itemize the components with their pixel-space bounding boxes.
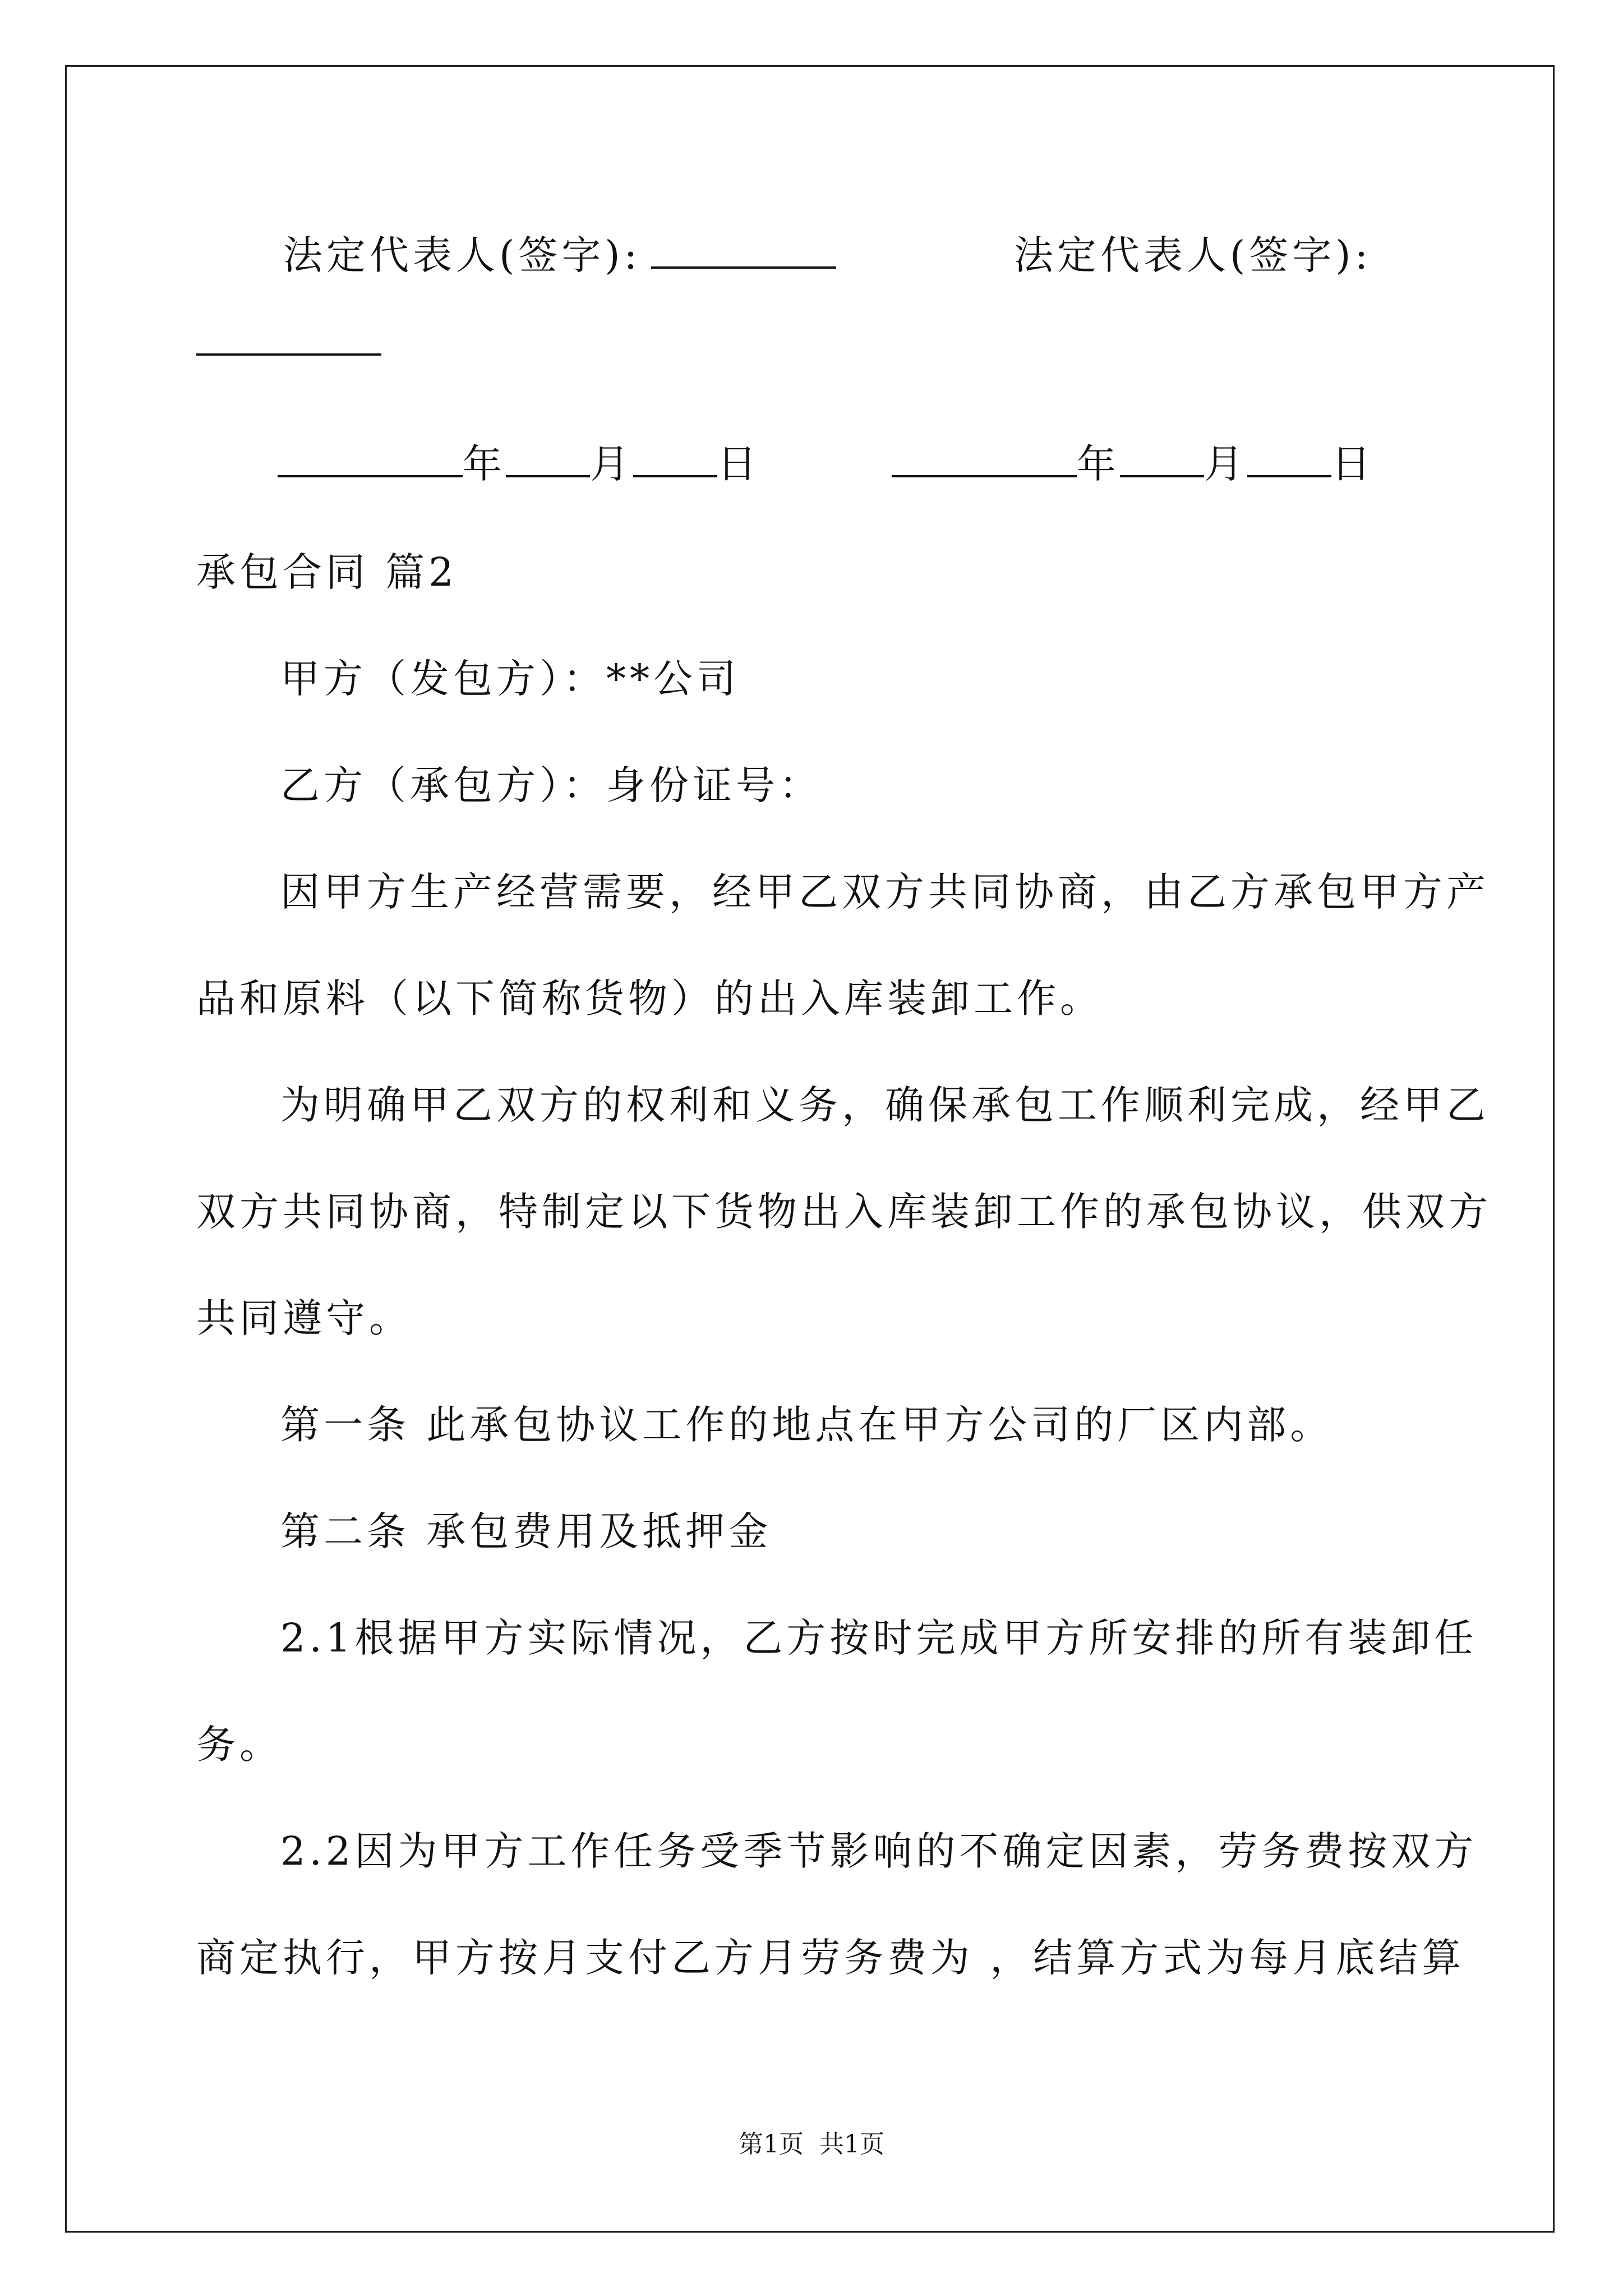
month-label: 月 [1204,441,1247,487]
paragraph-line: 共同遵守。 [196,1295,412,1341]
clause-2-1-line: 务。 [196,1722,283,1768]
clause-2-1-line: 2.1根据甲方实际情况，乙方按时完成甲方所安排的所有装卸任 [280,1615,1478,1661]
clause-2-2-line: 商定执行，甲方按月支付乙方月劳务费为 ，结算方式为每月底结算 [196,1935,1465,1981]
party-b-signature-blank-line [196,317,381,367]
paragraph-line: 因甲方生产经营需要，经甲乙双方共同协商，由乙方承包甲方产 [280,869,1490,915]
clause-2-2-line: 2.2因为甲方工作任务受季节影响的不确定因素，劳务费按双方 [280,1828,1478,1874]
article-1: 第一条 此承包协议工作的地点在甲方公司的厂区内部。 [280,1402,1334,1448]
party-a-date [278,439,760,489]
article-2: 第二条 承包费用及抵押金 [280,1508,772,1554]
month-blank [506,440,590,477]
signature-line [283,230,836,280]
party-b-signature [1014,230,1372,280]
section-heading: 承包合同 篇2 [196,549,458,595]
paragraph-line: 为明确甲乙双方的权利和义务，确保承包工作顺利完成，经甲乙 [280,1082,1490,1128]
year-label: 年 [1077,441,1120,487]
party-a-signature-blank [651,232,836,269]
day-blank [633,440,717,477]
day-label: 日 [717,441,760,487]
day-label: 日 [1331,441,1375,487]
party-b-signature-blank [196,319,381,356]
day-blank [1247,440,1331,477]
paragraph-line: 双方共同协商，特制定以下货物出入库装卸工作的承包协议，供双方 [196,1189,1492,1235]
party-b-date [892,439,1375,489]
party-a-line: 甲方（发包方）：**公司 [280,656,740,702]
year-blank [278,440,463,477]
paragraph-line: 品和原料（以下简称货物）的出入库装卸工作。 [196,976,1103,1022]
month-blank [1120,440,1204,477]
party-b-line: 乙方（承包方）：身份证号： [280,762,822,808]
page-border [65,65,1555,2233]
month-label: 月 [590,441,633,487]
party-a-signature-label: 法定代表人(签字): [283,232,642,278]
party-b-signature-label: 法定代表人(签字): [1014,232,1372,278]
year-blank [892,440,1077,477]
page-footer: 第1页 共1页 [739,2130,884,2159]
year-label: 年 [463,441,506,487]
